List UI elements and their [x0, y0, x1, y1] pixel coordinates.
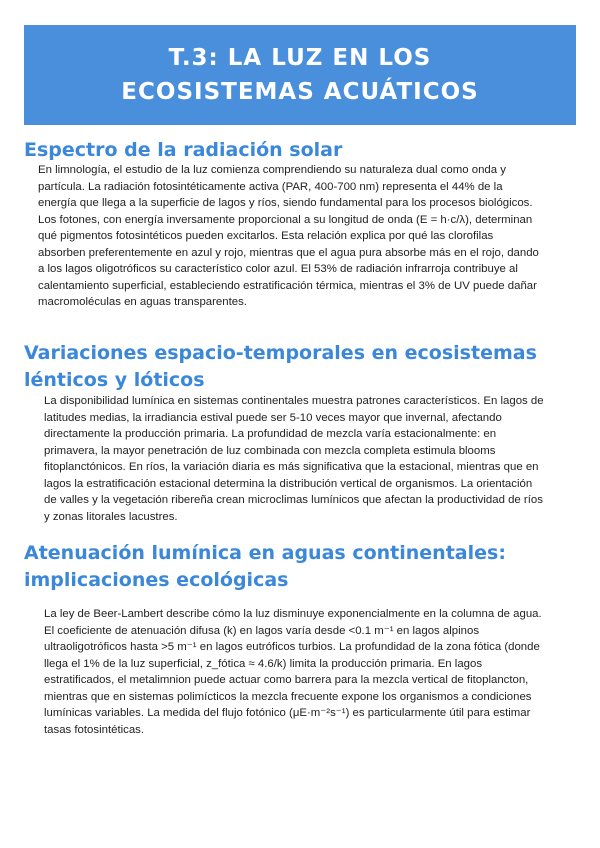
section-body-spectrum: En limnología, el estudio de la luz comienza comprendiendo su naturaleza dual como onda y partícula. La radiación fotosintéticamente activa (PAR, 400-700 nm) representa el 44% de la energía que llega a la superficie de lagos y ríos, siendo fundamental para los procesos biológicos. Los fotones, con energía inversamente proporcional a su longitud de onda (E = h·c/λ), determinan qué pigmentos fotosintéticos pueden excitarlos. Esta relación explica por qué las clorofilas absorben preferentemente en azul y rojo, mientras que el agua pura absorbe más en el rojo, dando a los lagos oligotróficos su característico color azul. El 53% de radiación infrarroja contribuye al calentamiento superficial, estableciendo estratificación térmica, mientras el 3% de UV puede dañar macromoléculas en aguas transparentes.	[38, 164, 539, 308]
section-body-variations: La disponibilidad lumínica en sistemas continentales muestra patrones característicos. En lagos de latitudes medias, la irradiancia estival puede ser 5-10 veces mayor que invernal, afectando directamente la producción primaria. La profundidad de mezcla varía estacionalmente: en primavera, la mayor penetración de luz combinada con mezcla completa estimula blooms fitoplanctónicos. En ríos, la variación diaria es más significativa que la estacional, mientras que en lagos la estratificación estacional determina la distribución vertical de organismos. La orientación de valles y la vegetación ribereña crean microclimas lumínicos que afectan la productividad de ríos y zonas litorales lacustres.	[44, 395, 544, 523]
section-heading-spectrum: Espectro de la radiación solar	[24, 139, 343, 161]
section-heading-attenuation: Atenuación lumínica en aguas continentales: implicaciones ecológicas	[24, 542, 506, 591]
title-banner	[24, 25, 576, 125]
section-heading-variations: Variaciones espacio-temporales en ecosistemas lénticos y lóticos	[24, 342, 537, 391]
page-title: T.3: LA LUZ EN LOS ECOSISTEMAS ACUÁTICOS	[121, 45, 479, 105]
section-body-attenuation: La ley de Beer-Lambert describe cómo la luz disminuye exponencialmente en la columna de agua. El coeficiente de atenuación difusa (k) en lagos varía desde <0.1 m⁻¹ en lagos alpinos ultraoligotróficos hasta >5 m⁻¹ en lagos eutróficos turbios. La profundidad de la zona fótica (donde llega el 1% de la luz superficial, z_fótica ≈ 4.6/k) limita la producción primaria. En lagos estratificados, el metalimnion puede actuar como barrera para la mezcla vertical de fitoplancton, mientras que en sistemas polimícticos la mezcla frecuente expone los organismos a condiciones lumínicas variables. La medida del flujo fotónico (μE·m⁻²s⁻¹) es particularmente útil para estimar tasas fotosintéticas.	[44, 608, 542, 736]
